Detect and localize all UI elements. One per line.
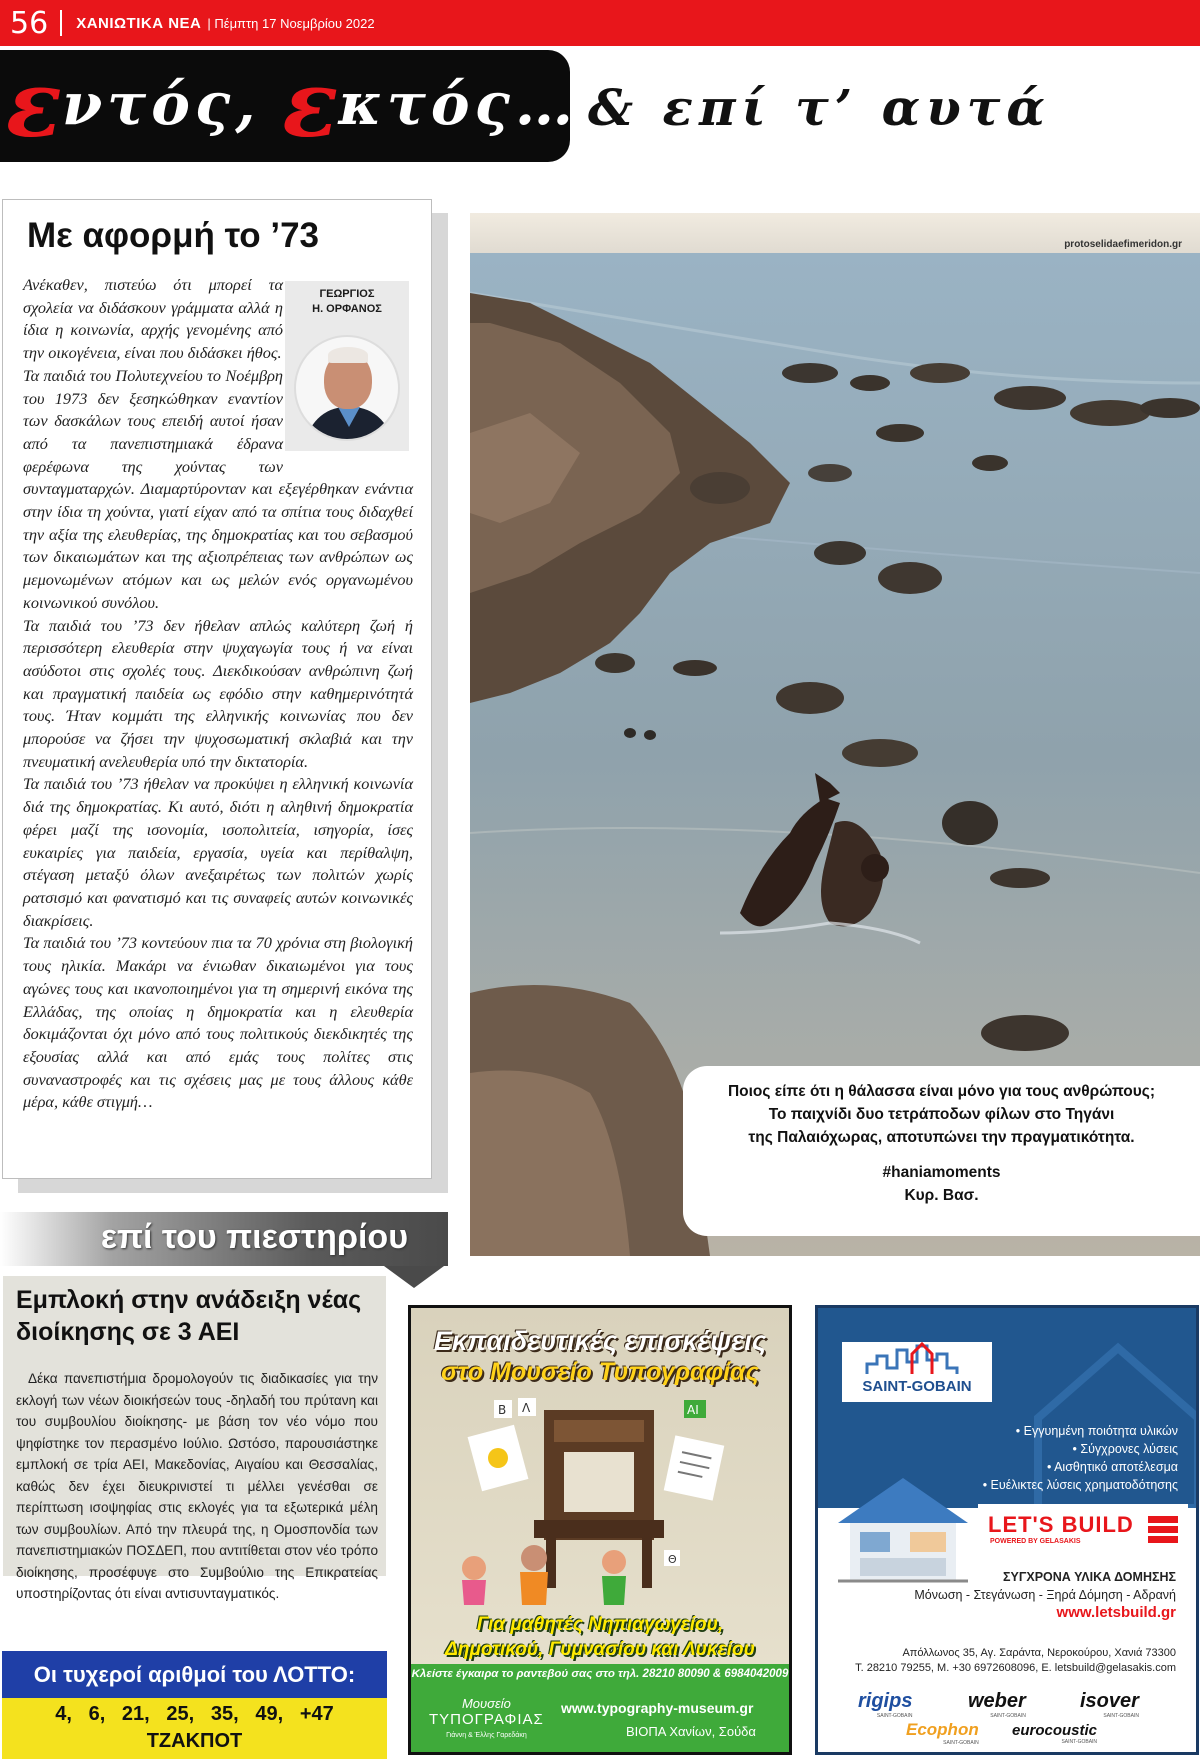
author-name: ΓΕΩΡΓΙΟΣ Η. ΟΡΦΑΝΟΣ xyxy=(312,288,382,315)
museum-ad-phone: Κλείστε έγκαιρα το ραντεβού σας στο τηλ. 28210 80090 & 6984042009 xyxy=(411,1668,789,1680)
svg-text:ΑΙ: ΑΙ xyxy=(687,1403,699,1417)
saint-gobain-ad xyxy=(815,1305,1199,1755)
museum-ad-audience: Για μαθητές Νηπιαγωγείου, Δημοτικού, Γυμνασίου και Λυκείου xyxy=(445,1614,755,1660)
stack-icon xyxy=(1146,1512,1180,1546)
saint-gobain-logo: SAINT-GOBAIN xyxy=(842,1342,992,1402)
page-number: 56 xyxy=(10,5,49,41)
museum-logo: Μουσείο ΤΥΠΟΓΡΑΦΙΑΣ Γιάννη & Έλλης Γαρεδάκη xyxy=(429,1696,544,1739)
section-initial-2: ε xyxy=(282,50,339,158)
photo-hashtag: #haniamoments xyxy=(882,1164,1001,1181)
watermark: protoselidaefimeridon.gr xyxy=(1064,239,1182,250)
svg-text:Θ: Θ xyxy=(668,1553,677,1566)
article-paragraph: Τα παιδιά του ’73 ήθελαν να προκύψει η ελληνική κοινωνία διά της δημοκρατίας. Κι αυτό, διότι η αληθινή δημοκρατία φέρει μαζί της ισονομία, ισοπολιτεία, ισηγορία, ίσες ευκαιρίες για παιδεία, εργασία, υγεία και περίθαλψη, στέγαση μεταξύ όλων ανεξαιρέτως των πολιτών χωρίς ρατσισμό και φανατισμό και τις συναφείς αυτών κοινωνικές διακρίσεις. xyxy=(23,774,413,930)
lotto-numbers-box xyxy=(2,1698,387,1759)
svg-text:Λ: Λ xyxy=(522,1401,531,1415)
brand-weber: weber SAINT-GOBAIN xyxy=(968,1690,1026,1719)
photo-caption: Ποιος είπε ότι η θάλασσα είναι μόνο για τους ανθρώπους; Το παιχνίδι δυο τετράποδων φίλων στο Τηγάνι της Παλαιόχωρας, αποτυπώνει την πραγματικότητα. #haniamoments Κυρ. Βασ. xyxy=(683,1066,1200,1236)
sg-tagline: ΣΥΓΧΡΟΝΑ ΥΛΙΚΑ ΔΟΜΗΣΗΣ Μόνωση - Στεγάνωση - Ξηρά Δόμηση - Αδρανή www.letsbuild.gr xyxy=(818,1568,1196,1622)
article-title: Με αφορμή το ’73 xyxy=(27,216,319,255)
svg-text:Β: Β xyxy=(498,1403,507,1417)
sg-bullets: • Εγγυημένη ποιότητα υλικών • Σύγχρονες λύσεις • Αισθητικό αποτέλεσμα • Ευέλικτες λύσεις χρηματοδότησης xyxy=(982,1424,1178,1492)
brand-isover: isover SAINT-GOBAIN xyxy=(1080,1690,1139,1719)
museum-website[interactable]: www.typography-museum.gr xyxy=(561,1700,754,1716)
divider xyxy=(60,10,62,36)
press-news-box xyxy=(3,1276,386,1601)
lotto-jackpot: ΤΖΑΚΠΟΤ xyxy=(146,1730,243,1752)
museum-ad-subheading: στο Μουσείο Τυπογραφίας xyxy=(441,1358,759,1386)
press-title: Εμπλοκή στην ανάδειξη νέας διοίκησης σε 3 ΑΕΙ xyxy=(16,1286,362,1346)
letsbuild-website[interactable]: www.letsbuild.gr xyxy=(1056,1604,1176,1621)
section-word-2: κτός… xyxy=(338,70,578,138)
article-body xyxy=(23,274,413,1114)
sg-contact: Απόλλωνος 35, Αγ. Σαράντα, Νεροκούρου, Χανιά 73300 Τ. 28210 79255, Μ. +30 6972608096, Ε. letsbuild@gelasakis.com xyxy=(855,1647,1176,1674)
brand-ecophon: Ecophon SAINT-GOBAIN xyxy=(906,1720,979,1746)
brand-eurocoustic: eurocoustic SAINT-GOBAIN xyxy=(1012,1722,1098,1745)
section-tail: & επί τ’ αυτά xyxy=(588,78,1051,137)
press-header: επί του πιεστηρίου xyxy=(0,1212,448,1266)
article-paragraph: Ανέκαθεν, πιστεύω ότι μπορεί τα σχολεία να διδάσκουν γράμματα αλλά η ίδια η κοινωνία, αρχής γενομένης από την οικογένεια, είναι που διδάσκει ήθος. xyxy=(23,275,283,363)
city-skyline-icon xyxy=(842,1342,992,1378)
article-paragraph: Τα παιδιά του ’73 δεν ήθελαν απλώς καλύτερη ζωή ή περισσότερη ελευθερία στην ψυχαγωγία τους ή να είναι ασύδοτοι στις σχολές τους. Διεκδικούσαν ανθρώπινη ζωή και πραγματική παιδεία ως εφόδιο στην καθημερινότητά τους. Ήταν κομμάτι της ελληνικής κοινωνίας που δεν μπορούσε να ζήσει την ψυχοσωματική σκλαβιά και την πνευματική ανελευθερία υπό την δικτατορία. xyxy=(23,615,413,771)
section-initial-1: ε xyxy=(6,50,62,158)
issue-date: | Πέμπτη 17 Νοεμβρίου 2022 xyxy=(207,15,375,31)
press-header-notch xyxy=(384,1266,444,1288)
section-word-1: ντός, xyxy=(61,70,261,138)
photo-credit: Κυρ. Βασ. xyxy=(904,1187,979,1204)
brand-rigips: rigips SAINT-GOBAIN xyxy=(858,1690,913,1719)
lotto-header: Οι τυχεροί αριθμοί του ΛΟΤΤΟ: xyxy=(2,1651,387,1698)
article-paragraph: Τα παιδιά του Πολυτεχνείου το Νοέμβρη του 1973 δεν ξεσηκώθηκαν εναντίον των δασκάλων τους επειδή αυτοί ήσαν από τα πανεπιστημιακά έδρανα φερέφωνα της χούντας των συνταγματαρχών. Διαμαρτύρονταν και εξεγέρθηκαν ενάντια στην ίδια τη χούντα, γιατί είχαν από τα σπίτια τους διδαχθεί την αξία της ελευθερίας, της δημοκρατίας και του σεβασμού των δικαιωμάτων και της αξιοπρέπειας των ανθρώπων ως μεμονωμένων ατόμων και ως μελών ενός οργανωμένου κοινωνικού συνόλου. xyxy=(23,365,413,612)
opinion-article xyxy=(2,199,432,1179)
sg-brand-logos xyxy=(818,1676,1196,1755)
paper-name: ΧΑΝΙΩΤΙΚΑ ΝΕΑ xyxy=(76,14,202,32)
printing-press-illustration xyxy=(414,1390,792,1610)
museum-ad xyxy=(408,1305,792,1755)
section-title xyxy=(6,50,578,158)
press-text: Δέκα πανεπιστήμια δρομολογούν τις διαδικασίες για την εκλογή των νέων διοικήσεών τους -δηλαδή του πρύτανη και του συμβουλίου διοίκησης- με βάση τον νέο νόμο που ψηφίστηκε τον περασμένο Ιούλιο. Ωστόσο, παρουσιάστηκε εμπλοκή σε τρία ΑΕΙ, Μακεδονίας, Αιγαίου και Θεσσαλίας, καθώς δεν έχει διευκρινιστεί τι μέλλει γενέσθαι σε περίπτωση ισοψηφίας στις εκλογές για τα εξωτερικά μέλη των συμβουλίων. Από την πλευρά της, η Ομοσπονδία των πανεπιστημιακών ΠΟΣΔΕΠ, που αντιτίθεται στον νέο τρόπο διοίκησης, προσέφυγε στο Συμβούλιο της Επικρατείας υποστηρίζοντας ότι είναι αντισυνταγματικός. xyxy=(16,1371,378,1601)
article-paragraph: Τα παιδιά του ’73 κοντεύουν πια τα 70 χρόνια στη βιολογική τους ηλικία. Μακάρι να ένιωθαν δικαιωμένοι για τους αγώνες τους και ικανοποιημένοι για τη σημερινή εικόνα της Ελλάδας, της οποίας η δημοκρατία και η ελευθερία δοκιμάζονται όχι μόνο από τους πολιτικούς διεκδικητές της εξουσίας αλλά και από εμάς τους πολίτες στις συναναστροφές και τις σχέσεις μας με τους άλλους κάθε μέρα, κάθε στιγμή… xyxy=(23,933,413,1112)
lotto-numbers: 4, 6, 21, 25, 35, 49, +47 xyxy=(55,1703,334,1725)
museum-location: ΒΙΟΠΑ Χανίων, Σούδα xyxy=(626,1724,756,1739)
top-bar xyxy=(0,0,1200,46)
museum-ad-footer xyxy=(411,1664,789,1752)
museum-ad-heading: Εκπαιδευτικές επισκέψεις xyxy=(433,1326,767,1356)
lets-build-logo: LET'S BUILD POWERED BY GELASAKIS xyxy=(978,1504,1188,1554)
